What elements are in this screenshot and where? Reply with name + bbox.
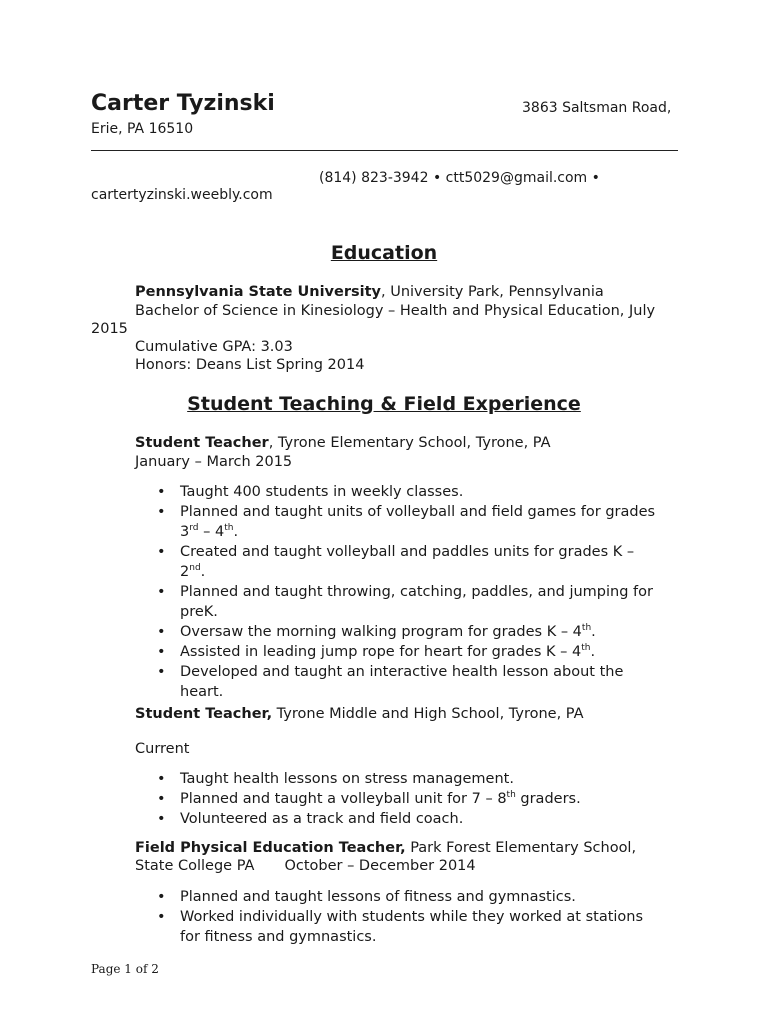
job1-bullet-list bbox=[135, 482, 695, 702]
job-title-line bbox=[135, 840, 636, 856]
school-location: , University Park, Pennsylvania bbox=[380, 284, 604, 300]
list-item: • Worked individually with students while they worked at stations for fitness and gymnastics. bbox=[157, 909, 644, 945]
candidate-name: Carter Tyzinski bbox=[91, 91, 275, 116]
job-place: Tyrone Middle and High School, Tyrone, PA bbox=[272, 706, 584, 722]
degree-line-cont: 2015 bbox=[91, 321, 128, 337]
job-title: Student Teacher bbox=[135, 435, 269, 451]
job-dates: January – March 2015 bbox=[135, 454, 293, 470]
list-item: • Assisted in leading jump rope for heart for grades K – 4th. bbox=[157, 643, 596, 660]
list-item: • Oversaw the morning walking program for grades K – 4th. bbox=[157, 623, 596, 640]
list-item: • Volunteered as a track and field coach. bbox=[157, 811, 464, 827]
list-item: • Created and taught volleyball and paddles units for grades K – 2nd. bbox=[157, 544, 635, 580]
school-name: Pennsylvania State University bbox=[135, 284, 381, 300]
website-link[interactable]: cartertyzinski.weebly.com bbox=[91, 187, 273, 203]
address-line-2: Erie, PA 16510 bbox=[91, 121, 194, 137]
job-dates: Current bbox=[135, 741, 190, 757]
job-location-dates bbox=[135, 858, 476, 874]
job2-bullet-list bbox=[135, 769, 695, 829]
list-item: • Planned and taught units of volleyball and field games for grades 3rd – 4th. bbox=[157, 504, 656, 540]
experience-heading: Student Teaching & Field Experience bbox=[187, 393, 581, 415]
header-divider bbox=[91, 150, 678, 151]
education-heading: Education bbox=[330, 242, 438, 264]
list-item: • Planned and taught lessons of fitness and gymnastics. bbox=[157, 889, 576, 905]
degree-line: Bachelor of Science in Kinesiology – Health and Physical Education, July bbox=[135, 303, 656, 319]
job3-bullet-list bbox=[135, 887, 695, 947]
job-dates: October – December 2014 bbox=[284, 858, 476, 874]
school-line bbox=[135, 284, 604, 300]
job-title-line bbox=[135, 706, 584, 722]
gpa-line: Cumulative GPA: 3.03 bbox=[135, 339, 293, 355]
address-line-1: 3863 Saltsman Road, bbox=[522, 100, 672, 116]
list-item: • Developed and taught an interactive health lesson about the heart. bbox=[157, 664, 624, 700]
contact-info: (814) 823-3942 • ctt5029@gmail.com • bbox=[319, 170, 600, 186]
job-title-line bbox=[135, 435, 551, 451]
job-place: , Tyrone Elementary School, Tyrone, PA bbox=[268, 435, 551, 451]
honors-line: Honors: Deans List Spring 2014 bbox=[135, 357, 365, 373]
job-place: Park Forest Elementary School, bbox=[405, 840, 637, 856]
list-item: • Planned and taught a volleyball unit for 7 – 8th graders. bbox=[157, 790, 581, 807]
list-item: • Taught 400 students in weekly classes. bbox=[157, 484, 464, 500]
job-title: Field Physical Education Teacher, bbox=[135, 840, 406, 856]
job-title: Student Teacher, bbox=[135, 706, 273, 722]
page-number: Page 1 of 2 bbox=[91, 962, 159, 976]
list-item: • Taught health lessons on stress management. bbox=[157, 771, 514, 787]
list-item: • Planned and taught throwing, catching, paddles, and jumping for preK. bbox=[157, 584, 653, 620]
job-location: State College PA bbox=[135, 858, 255, 874]
